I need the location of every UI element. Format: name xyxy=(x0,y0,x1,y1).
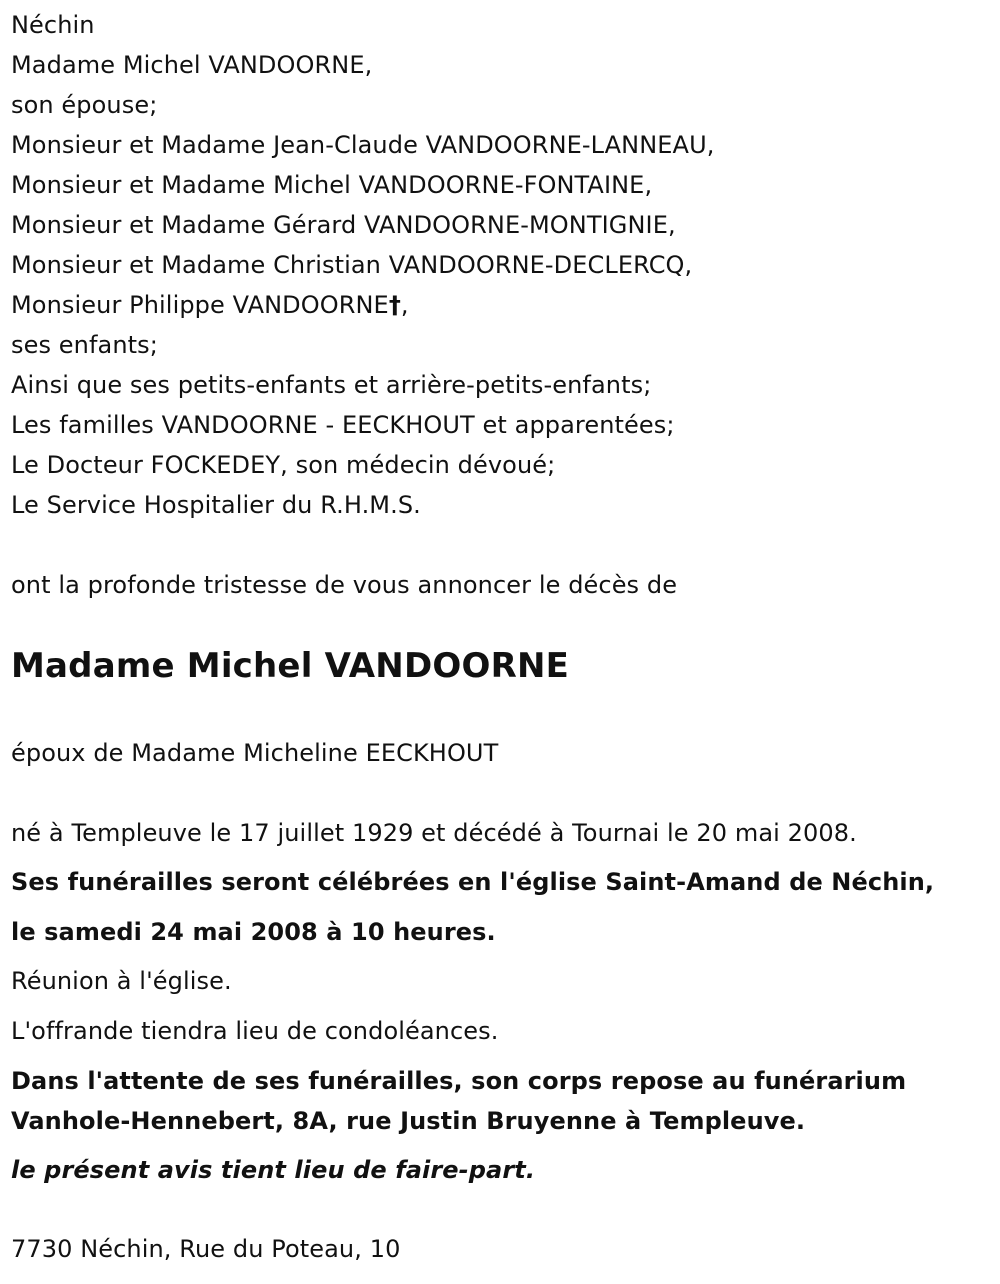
family-line: Les familles VANDOORNE - EECKHOUT et apparentées; xyxy=(11,411,675,439)
funeral-date: le samedi 24 mai 2008 à 10 heures. xyxy=(11,918,496,946)
family-line: Monsieur et Madame Gérard VANDOORNE-MONTIGNIE, xyxy=(11,211,676,239)
philippe-suffix: , xyxy=(400,291,409,319)
family-line: Le Service Hospitalier du R.H.M.S. xyxy=(11,491,421,519)
birth-death-line: né à Templeuve le 17 juillet 1929 et décédé à Tournai le 20 mai 2008. xyxy=(11,819,857,847)
repose-line: Dans l'attente de ses funérailles, son corps repose au funérarium xyxy=(11,1067,907,1095)
deceased-cross-icon: † xyxy=(388,291,401,319)
funeral-location: Ses funérailles seront célébrées en l'église Saint-Amand de Néchin, xyxy=(11,868,935,896)
family-line: ses enfants; xyxy=(11,331,158,359)
offering-line: L'offrande tiendra lieu de condoléances. xyxy=(11,1017,499,1045)
family-line-philippe xyxy=(11,285,409,325)
family-line: Le Docteur FOCKEDEY, son médecin dévoué; xyxy=(11,451,556,479)
family-line: Monsieur et Madame Jean-Claude VANDOORNE-LANNEAU, xyxy=(11,131,715,159)
family-line: son épouse; xyxy=(11,91,158,119)
place-heading: Néchin xyxy=(11,11,95,39)
notice-line: le présent avis tient lieu de faire-part. xyxy=(11,1156,536,1184)
family-line: Monsieur et Madame Michel VANDOORNE-FONTAINE, xyxy=(11,171,653,199)
deceased-name: Madame Michel VANDOORNE xyxy=(11,646,570,686)
philippe-name: Monsieur Philippe VANDOORNE xyxy=(11,291,389,319)
family-line: Ainsi que ses petits-enfants et arrière-petits-enfants; xyxy=(11,371,652,399)
spouse-line: époux de Madame Micheline EECKHOUT xyxy=(11,739,499,767)
reunion-line: Réunion à l'église. xyxy=(11,967,232,995)
family-line: Monsieur et Madame Christian VANDOORNE-DECLERCQ, xyxy=(11,251,693,279)
address-line: 7730 Néchin, Rue du Poteau, 10 xyxy=(11,1235,401,1263)
announcement-text: ont la profonde tristesse de vous annoncer le décès de xyxy=(11,571,678,599)
repose-line: Vanhole-Hennebert, 8A, rue Justin Bruyenne à Templeuve. xyxy=(11,1107,806,1135)
family-line: Madame Michel VANDOORNE, xyxy=(11,51,373,79)
